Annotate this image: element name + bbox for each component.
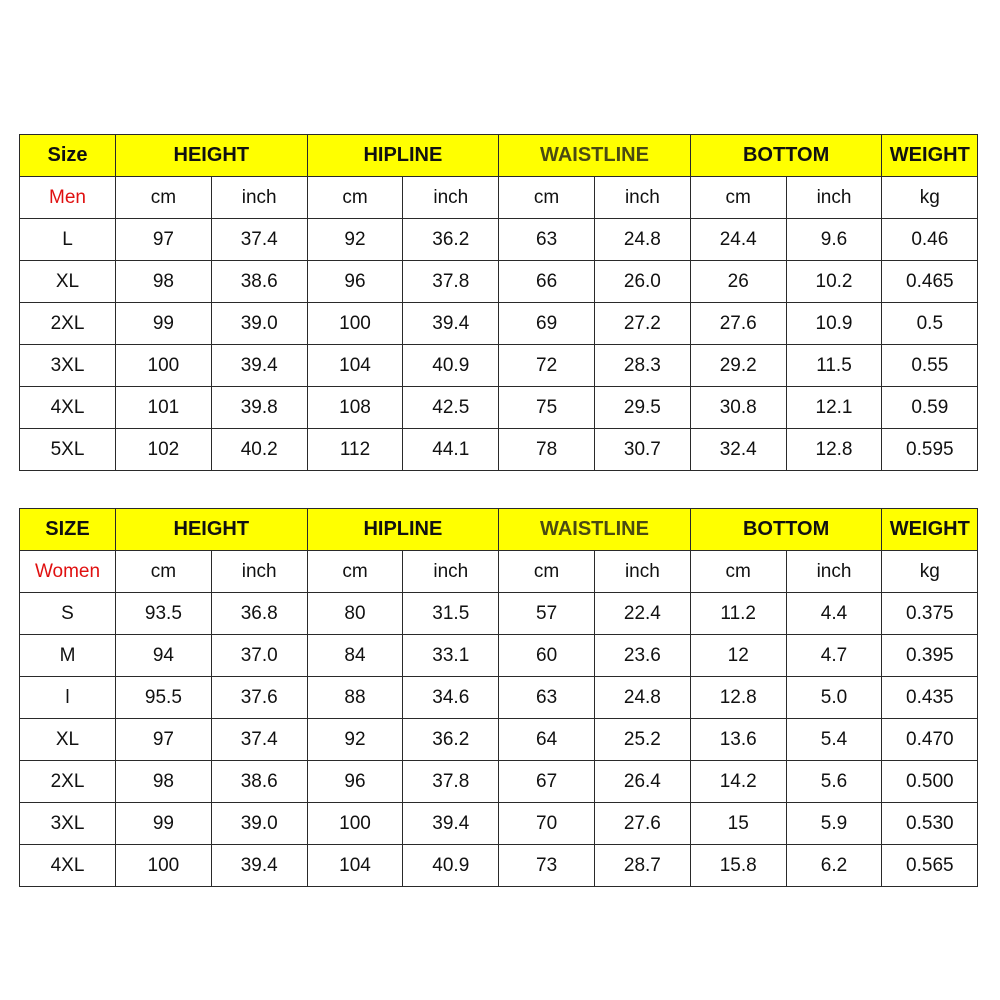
header-bottom: BOTTOM	[690, 135, 882, 177]
unit-cell: inch	[594, 177, 690, 219]
table-row	[20, 635, 978, 677]
value-cell: 94	[116, 635, 212, 677]
value-cell: 37.0	[211, 635, 307, 677]
value-cell: 73	[499, 845, 595, 887]
unit-cell: cm	[499, 551, 595, 593]
value-cell: 36.8	[211, 593, 307, 635]
value-cell: 0.435	[882, 677, 978, 719]
value-cell: 98	[116, 261, 212, 303]
value-cell: 5.0	[786, 677, 882, 719]
size-cell: 3XL	[20, 345, 116, 387]
value-cell: 27.6	[690, 303, 786, 345]
value-cell: 12.8	[786, 429, 882, 471]
value-cell: 6.2	[786, 845, 882, 887]
table-row	[20, 219, 978, 261]
table-row	[20, 303, 978, 345]
value-cell: 11.5	[786, 345, 882, 387]
table-row	[20, 803, 978, 845]
group-label-men: Men	[20, 177, 116, 219]
value-cell: 75	[499, 387, 595, 429]
header-hipline: HIPLINE	[307, 135, 499, 177]
value-cell: 108	[307, 387, 403, 429]
value-cell: 33.1	[403, 635, 499, 677]
value-cell: 0.55	[882, 345, 978, 387]
value-cell: 25.2	[594, 719, 690, 761]
value-cell: 28.3	[594, 345, 690, 387]
unit-cell: cm	[307, 551, 403, 593]
header-waistline: WAISTLINE	[499, 135, 691, 177]
value-cell: 31.5	[403, 593, 499, 635]
header-waistline: WAISTLINE	[499, 509, 691, 551]
value-cell: 67	[499, 761, 595, 803]
unit-cell: cm	[690, 551, 786, 593]
value-cell: 24.8	[594, 219, 690, 261]
value-cell: 88	[307, 677, 403, 719]
unit-cell: inch	[786, 551, 882, 593]
value-cell: 40.9	[403, 345, 499, 387]
value-cell: 39.0	[211, 303, 307, 345]
header-size: Size	[20, 135, 116, 177]
value-cell: 57	[499, 593, 595, 635]
value-cell: 72	[499, 345, 595, 387]
value-cell: 99	[116, 803, 212, 845]
unit-cell: inch	[403, 177, 499, 219]
value-cell: 95.5	[116, 677, 212, 719]
unit-cell: inch	[403, 551, 499, 593]
table-row	[20, 719, 978, 761]
unit-cell: cm	[307, 177, 403, 219]
value-cell: 5.4	[786, 719, 882, 761]
size-cell: 4XL	[20, 387, 116, 429]
value-cell: 0.530	[882, 803, 978, 845]
value-cell: 78	[499, 429, 595, 471]
value-cell: 0.59	[882, 387, 978, 429]
value-cell: 104	[307, 845, 403, 887]
value-cell: 38.6	[211, 761, 307, 803]
value-cell: 14.2	[690, 761, 786, 803]
value-cell: 80	[307, 593, 403, 635]
value-cell: 0.465	[882, 261, 978, 303]
value-cell: 0.470	[882, 719, 978, 761]
value-cell: 34.6	[403, 677, 499, 719]
header-height: HEIGHT	[116, 135, 308, 177]
value-cell: 37.8	[403, 261, 499, 303]
value-cell: 0.565	[882, 845, 978, 887]
women-units-row	[20, 551, 978, 593]
value-cell: 30.8	[690, 387, 786, 429]
men-units-row	[20, 177, 978, 219]
value-cell: 100	[307, 303, 403, 345]
value-cell: 10.9	[786, 303, 882, 345]
value-cell: 102	[116, 429, 212, 471]
value-cell: 24.4	[690, 219, 786, 261]
value-cell: 26.4	[594, 761, 690, 803]
header-height: HEIGHT	[116, 509, 308, 551]
value-cell: 29.5	[594, 387, 690, 429]
value-cell: 42.5	[403, 387, 499, 429]
value-cell: 96	[307, 261, 403, 303]
header-size: SIZE	[20, 509, 116, 551]
value-cell: 12.1	[786, 387, 882, 429]
size-cell: 2XL	[20, 761, 116, 803]
value-cell: 29.2	[690, 345, 786, 387]
unit-cell: inch	[594, 551, 690, 593]
value-cell: 4.7	[786, 635, 882, 677]
value-cell: 92	[307, 719, 403, 761]
group-label-women: Women	[20, 551, 116, 593]
value-cell: 37.4	[211, 719, 307, 761]
value-cell: 15.8	[690, 845, 786, 887]
value-cell: 98	[116, 761, 212, 803]
value-cell: 101	[116, 387, 212, 429]
women-size-table	[19, 508, 978, 887]
value-cell: 10.2	[786, 261, 882, 303]
table-row	[20, 593, 978, 635]
unit-cell: cm	[499, 177, 595, 219]
value-cell: 38.6	[211, 261, 307, 303]
value-cell: 100	[116, 845, 212, 887]
unit-cell: cm	[690, 177, 786, 219]
size-cell: L	[20, 219, 116, 261]
value-cell: 84	[307, 635, 403, 677]
table-row	[20, 261, 978, 303]
table-row	[20, 761, 978, 803]
value-cell: 23.6	[594, 635, 690, 677]
value-cell: 26	[690, 261, 786, 303]
table-row	[20, 677, 978, 719]
value-cell: 64	[499, 719, 595, 761]
header-hipline: HIPLINE	[307, 509, 499, 551]
men-size-table	[19, 134, 978, 471]
value-cell: 11.2	[690, 593, 786, 635]
size-cell: l	[20, 677, 116, 719]
value-cell: 0.5	[882, 303, 978, 345]
value-cell: 15	[690, 803, 786, 845]
value-cell: 37.6	[211, 677, 307, 719]
value-cell: 39.4	[211, 345, 307, 387]
table-row	[20, 387, 978, 429]
value-cell: 37.8	[403, 761, 499, 803]
unit-cell: inch	[211, 551, 307, 593]
value-cell: 104	[307, 345, 403, 387]
value-cell: 69	[499, 303, 595, 345]
table-row	[20, 429, 978, 471]
header-bottom: BOTTOM	[690, 509, 882, 551]
size-cell: 2XL	[20, 303, 116, 345]
value-cell: 60	[499, 635, 595, 677]
value-cell: 96	[307, 761, 403, 803]
value-cell: 9.6	[786, 219, 882, 261]
value-cell: 36.2	[403, 719, 499, 761]
value-cell: 37.4	[211, 219, 307, 261]
unit-cell: kg	[882, 177, 978, 219]
value-cell: 97	[116, 719, 212, 761]
unit-cell: inch	[786, 177, 882, 219]
value-cell: 32.4	[690, 429, 786, 471]
size-cell: S	[20, 593, 116, 635]
value-cell: 12.8	[690, 677, 786, 719]
value-cell: 40.2	[211, 429, 307, 471]
value-cell: 22.4	[594, 593, 690, 635]
size-cell: XL	[20, 261, 116, 303]
size-cell: XL	[20, 719, 116, 761]
value-cell: 30.7	[594, 429, 690, 471]
size-cell: M	[20, 635, 116, 677]
value-cell: 44.1	[403, 429, 499, 471]
value-cell: 5.9	[786, 803, 882, 845]
value-cell: 112	[307, 429, 403, 471]
value-cell: 0.395	[882, 635, 978, 677]
value-cell: 0.375	[882, 593, 978, 635]
value-cell: 0.500	[882, 761, 978, 803]
value-cell: 63	[499, 219, 595, 261]
value-cell: 27.6	[594, 803, 690, 845]
unit-cell: inch	[211, 177, 307, 219]
value-cell: 97	[116, 219, 212, 261]
value-cell: 28.7	[594, 845, 690, 887]
value-cell: 92	[307, 219, 403, 261]
value-cell: 24.8	[594, 677, 690, 719]
unit-cell: cm	[116, 177, 212, 219]
value-cell: 12	[690, 635, 786, 677]
header-weight: WEIGHT	[882, 509, 978, 551]
value-cell: 5.6	[786, 761, 882, 803]
value-cell: 39.8	[211, 387, 307, 429]
value-cell: 39.4	[403, 803, 499, 845]
value-cell: 100	[116, 345, 212, 387]
value-cell: 26.0	[594, 261, 690, 303]
value-cell: 0.595	[882, 429, 978, 471]
unit-cell: kg	[882, 551, 978, 593]
value-cell: 93.5	[116, 593, 212, 635]
value-cell: 99	[116, 303, 212, 345]
size-cell: 4XL	[20, 845, 116, 887]
header-weight: WEIGHT	[882, 135, 978, 177]
value-cell: 13.6	[690, 719, 786, 761]
value-cell: 36.2	[403, 219, 499, 261]
table-row	[20, 345, 978, 387]
value-cell: 0.46	[882, 219, 978, 261]
value-cell: 40.9	[403, 845, 499, 887]
value-cell: 4.4	[786, 593, 882, 635]
value-cell: 66	[499, 261, 595, 303]
size-cell: 5XL	[20, 429, 116, 471]
value-cell: 63	[499, 677, 595, 719]
value-cell: 27.2	[594, 303, 690, 345]
size-cell: 3XL	[20, 803, 116, 845]
value-cell: 39.4	[211, 845, 307, 887]
value-cell: 39.0	[211, 803, 307, 845]
unit-cell: cm	[116, 551, 212, 593]
women-header-row	[20, 509, 978, 551]
value-cell: 100	[307, 803, 403, 845]
table-row	[20, 845, 978, 887]
men-header-row	[20, 135, 978, 177]
value-cell: 39.4	[403, 303, 499, 345]
value-cell: 70	[499, 803, 595, 845]
